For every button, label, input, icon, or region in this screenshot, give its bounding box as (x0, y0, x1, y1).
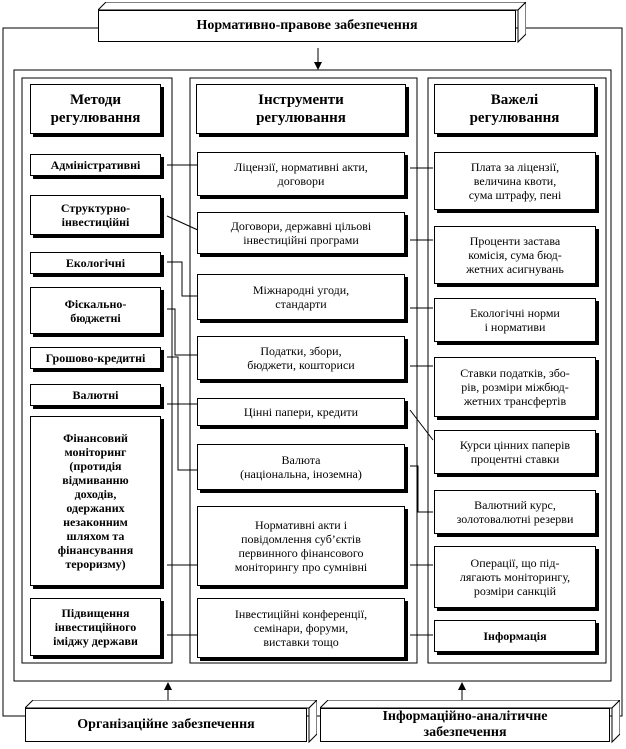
instrument-item: Міжнародні угоди, стандарти (197, 274, 405, 320)
method-item: Фінансовий моніторинг (протидія відмиванню доходів, одержаних незаконним шляхом та фінансування тероризму) (30, 416, 161, 586)
instrument-item: Інвестиційні конференції, семінари, форуми, виставки тощо (197, 598, 405, 658)
method-item: Валютні (30, 384, 161, 406)
instrument-item: Цінні папери, кредити (197, 398, 405, 426)
lever-item: Курси цінних паперів процентні ставки (434, 430, 596, 474)
method-item: Грошово-кредитні (30, 347, 161, 369)
bottom-right-support-label: Інформаційно-аналітичне забезпечення (320, 708, 610, 742)
bottom-left-support-label: Організаційне забезпечення (25, 708, 307, 742)
method-item: Адміністративні (30, 154, 161, 176)
lever-item: Плата за ліцензії, величина квоти, сума штрафу, пені (434, 152, 596, 210)
levers-header: Важелі регулювання (434, 84, 595, 134)
bottom-left-support-box (25, 708, 307, 742)
bottom-right-support-box (320, 708, 610, 742)
instrument-item: Валюта (національна, іноземна) (197, 444, 405, 490)
lever-item: Операції, що під- лягають моніторингу, розміри санкцій (434, 546, 596, 608)
instruments-header: Інструменти регулювання (196, 84, 406, 134)
instrument-item: Договори, державні цільові інвестиційні програми (197, 212, 405, 254)
lever-item: Ставки податків, збо- рів, розміри міжбюд- жетних трансфертів (434, 357, 596, 417)
method-item: Підвищення інвестиційного іміджу держави (30, 598, 161, 656)
methods-header: Методи регулювання (30, 84, 161, 134)
lever-item: Валютний курс, золотовалютні резерви (434, 490, 596, 534)
instrument-item: Ліцензії, нормативні акти, договори (197, 152, 405, 196)
top-support-box (98, 10, 516, 42)
lever-item: Екологічні норми і нормативи (434, 298, 596, 342)
method-item: Екологічні (30, 252, 161, 274)
lever-item: Інформація (434, 620, 596, 652)
instrument-item: Податки, збори, бюджети, кошториси (197, 336, 405, 380)
instrument-item: Нормативні акти і повідомлення суб’єктів первинного фінансового моніторингу про сумнівні (197, 506, 405, 586)
method-item: Фіскально- бюджетні (30, 287, 161, 334)
top-support-label: Нормативно-правове забезпечення (98, 10, 516, 42)
method-item: Структурно- інвестиційні (30, 195, 161, 235)
lever-item: Проценти застава комісія, сума бюд- жетних асигнувань (434, 226, 596, 284)
